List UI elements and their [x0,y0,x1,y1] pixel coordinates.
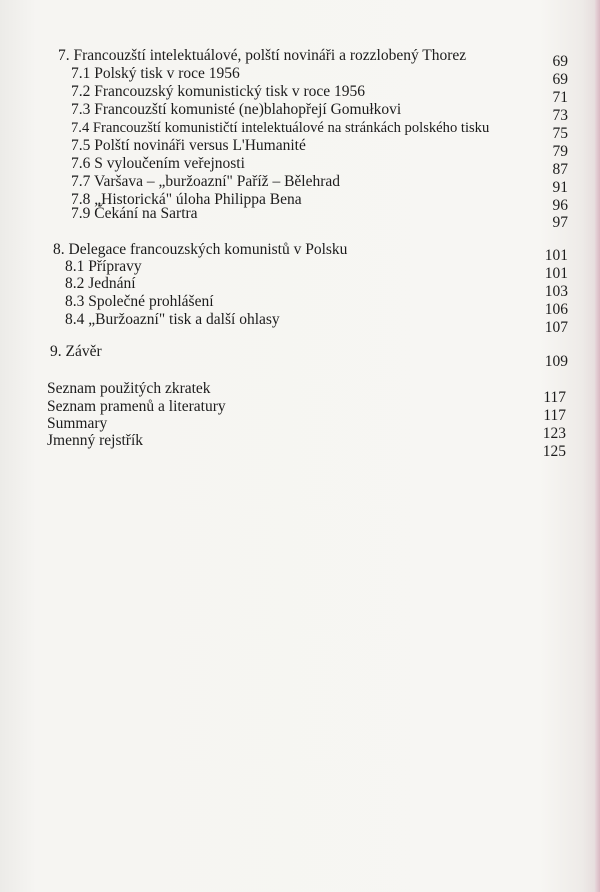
toc-entry-7-5: 7.5 Polští novináři versus L'Humanité [71,137,306,154]
toc-entry-7-9-page: 97 [552,214,568,231]
toc-entry-7-5-page: 79 [552,143,568,160]
toc-entry-8-4: 8.4 „Buržoazní" tisk a další ohlasy [65,311,280,328]
toc-entry-7-3-page: 73 [552,107,568,124]
toc-entry-8-2: 8.2 Jednání [65,275,136,292]
toc-chapter-9-title: 9. Závěr [50,343,102,360]
toc-back-index-page: 125 [542,443,566,460]
toc-entry-7-1-page: 69 [552,71,568,88]
toc-entry-8-2-page: 103 [544,283,568,300]
toc-entry-7-7: 7.7 Varšava – „buržoazní" Paříž – Bělehrad [71,173,341,190]
toc-entry-7-7-page: 91 [552,179,568,196]
toc-back-summary-page: 123 [542,425,566,442]
toc-entry-8-1-page: 101 [544,265,568,282]
toc-chapter-7-title: 7. Francouzští intelektuálové, polští novináři a rozzlobený Thorez [58,47,467,64]
toc-entry-7-8-page: 96 [552,197,568,214]
toc-entry-8-3-page: 106 [544,301,568,318]
toc-back-abbreviations-page: 117 [543,389,566,406]
toc-entry-7-2: 7.2 Francouzský komunistický tisk v roce 1956 [71,83,366,100]
toc-chapter-8-page: 101 [544,247,568,264]
toc-back-summary: Summary [47,415,108,432]
toc-entry-7-9: 7.9 Čekání na Sartra [71,205,198,222]
toc-entry-8-4-page: 107 [544,319,568,336]
toc-chapter-9-page: 109 [544,353,568,370]
toc-entry-7-8: 7.8 „Historická" úloha Philippa Bena [71,191,302,208]
toc-entry-8-3: 8.3 Společné prohlášení [65,293,214,310]
toc-entry-7-4: 7.4 Francouzští komunističtí intelektuálové na stránkách polského tisku [71,120,490,136]
toc-back-sources: Seznam pramenů a literatury [47,398,226,415]
toc-back-index: Jmenný rejstřík [47,432,143,449]
toc-back-abbreviations: Seznam použitých zkratek [47,380,211,397]
toc-back-sources-page: 117 [543,407,566,424]
toc-entry-7-1: 7.1 Polský tisk v roce 1956 [71,65,240,82]
toc-entry-8-1: 8.1 Přípravy [65,258,142,275]
toc-chapter-7-page: 69 [552,53,568,70]
toc-entry-7-2-page: 71 [552,89,568,106]
toc-entry-7-4-page: 75 [552,125,568,142]
toc-entry-7-3: 7.3 Francouzští komunisté (ne)blahopřejí Gomułkovi [71,101,402,118]
toc-entry-7-6: 7.6 S vyloučením veřejnosti [71,155,245,172]
toc-entry-7-6-page: 87 [552,161,568,178]
toc-chapter-8-title: 8. Delegace francouzských komunistů v Polsku [53,241,348,258]
